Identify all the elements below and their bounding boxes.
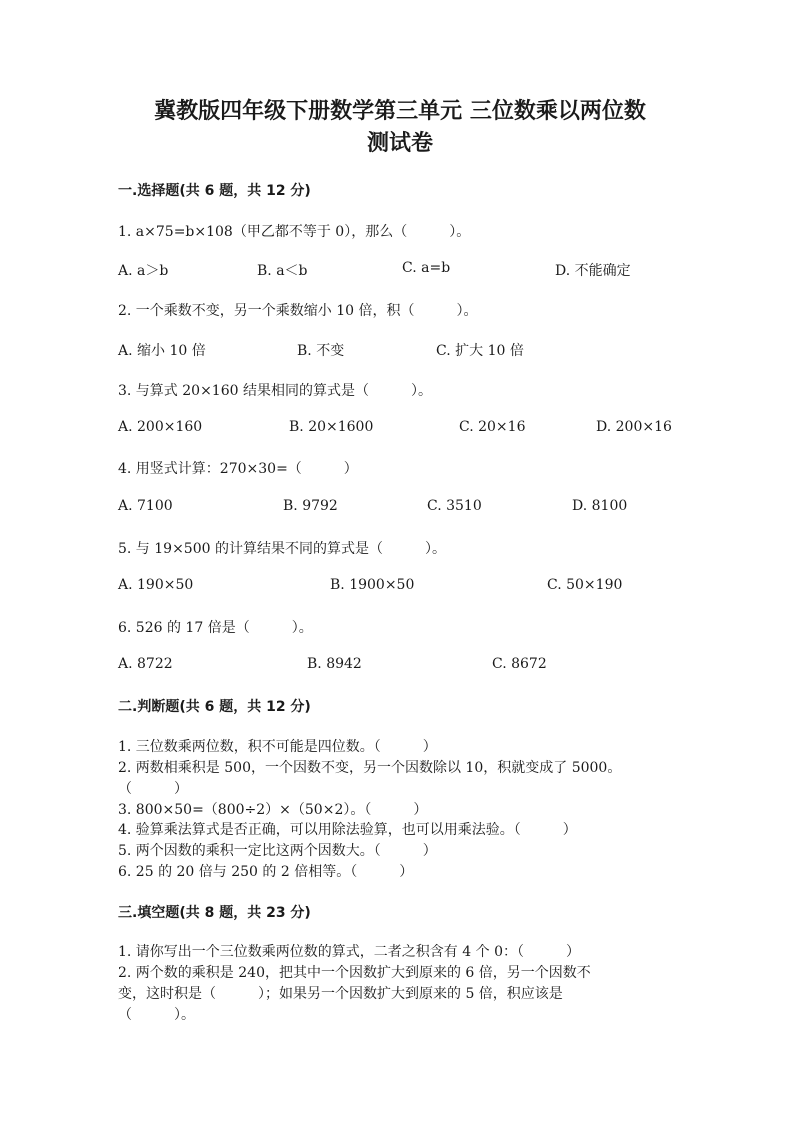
q1-option-a: A. a＞b — [118, 263, 169, 279]
section3-heading: 三.填空题(共 8 题，共 23 分) — [118, 905, 311, 921]
q3-option-b: B. 20×1600 — [289, 419, 374, 435]
judge-line-4: 4. 验算乘法算式是否正确，可以用除法验算，也可以用乘法验。（ ） — [118, 822, 577, 838]
q5-option-c: C. 50×190 — [547, 577, 623, 593]
q2-option-c: C. 扩大 10 倍 — [436, 343, 524, 359]
q5-option-b: B. 1900×50 — [330, 577, 415, 593]
question-3: 3. 与算式 20×160 结果相同的算式是（ ）。 — [118, 383, 432, 399]
judge-line-2-blank: （ ） — [118, 781, 188, 797]
judge-line-6: 6. 25 的 20 倍与 250 的 2 倍相等。（ ） — [118, 864, 414, 880]
exam-title-line2: 测试卷 — [366, 131, 433, 156]
fill-line-1: 1. 请你写出一个三位数乘两位数的算式，二者之积含有 4 个 0：（ ） — [118, 944, 580, 960]
q2-option-b: B. 不变 — [297, 343, 345, 359]
judge-line-1: 1. 三位数乘两位数，积不可能是四位数。（ ） — [118, 739, 437, 755]
q3-option-d: D. 200×16 — [596, 419, 672, 435]
fill-line-4: （ ）。 — [118, 1007, 195, 1023]
q3-option-a: A. 200×160 — [118, 419, 203, 435]
q6-option-c: C. 8672 — [492, 656, 547, 672]
q3-option-c: C. 20×16 — [459, 419, 526, 435]
judge-line-5: 5. 两个因数的乘积一定比这两个因数大。（ ） — [118, 843, 437, 859]
section1-heading: 一.选择题(共 6 题，共 12 分) — [118, 183, 311, 199]
q4-option-a: A. 7100 — [118, 498, 173, 514]
q6-option-a: A. 8722 — [118, 656, 173, 672]
q1-option-d: D. 不能确定 — [555, 263, 631, 279]
q4-option-c: C. 3510 — [427, 498, 482, 514]
q4-option-b: B. 9792 — [283, 498, 338, 514]
question-1: 1. a×75=b×108（甲乙都不等于 0），那么（ ）。 — [118, 224, 471, 240]
question-6: 6. 526 的 17 倍是（ ）。 — [118, 620, 313, 636]
q6-option-b: B. 8942 — [307, 656, 362, 672]
fill-line-3: 变，这时积是（ ）；如果另一个因数扩大到原来的 5 倍，积应该是 — [118, 986, 563, 1002]
judge-line-2: 2. 两数相乘积是 500，一个因数不变，另一个因数除以 10，积就变成了 5000。 — [118, 760, 622, 776]
fill-line-2: 2. 两个数的乘积是 240，把其中一个因数扩大到原来的 6 倍，另一个因数不 — [118, 965, 591, 981]
q1-option-b: B. a＜b — [257, 263, 308, 279]
exam-title-line1: 冀教版四年级下册数学第三单元 三位数乘以两位数 — [154, 99, 646, 124]
q4-option-d: D. 8100 — [572, 498, 628, 514]
q1-option-c: C. a=b — [402, 260, 451, 276]
question-2: 2. 一个乘数不变，另一个乘数缩小 10 倍，积（ ）。 — [118, 303, 478, 319]
question-5: 5. 与 19×500 的计算结果不同的算式是（ ）。 — [118, 541, 446, 557]
q2-option-a: A. 缩小 10 倍 — [118, 343, 206, 359]
q5-option-a: A. 190×50 — [118, 577, 194, 593]
judge-line-3: 3. 800×50=（800÷2）×（50×2）。（ ） — [118, 802, 428, 818]
section2-heading: 二.判断题(共 6 题，共 12 分) — [118, 699, 311, 715]
question-4: 4. 用竖式计算：270×30=（ ） — [118, 461, 358, 477]
